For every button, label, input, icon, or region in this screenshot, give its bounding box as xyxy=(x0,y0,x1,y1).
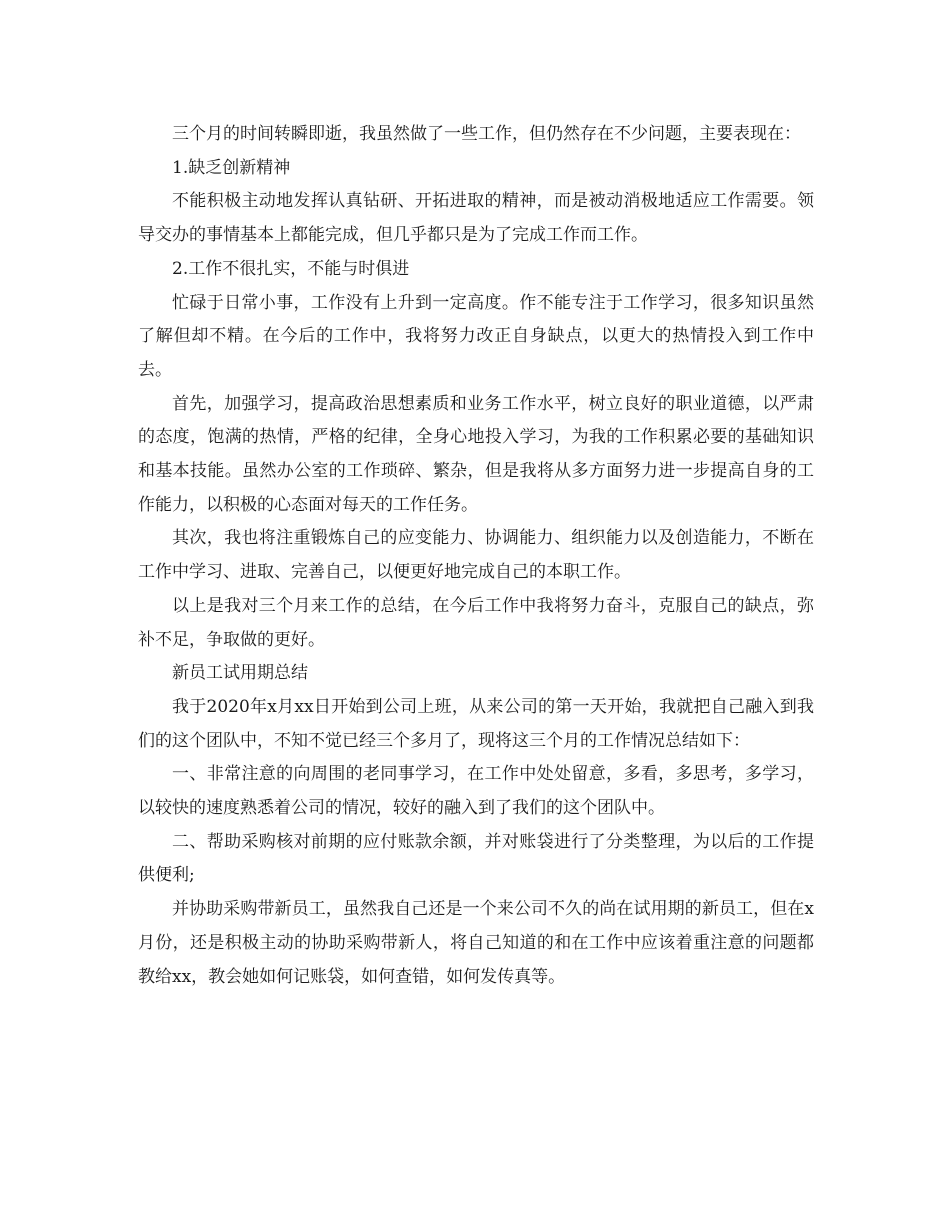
paragraph-conclusion: 以上是我对三个月来工作的总结，在今后工作中我将努力奋斗，克服自己的缺点，弥补不足，争取做的更好。 xyxy=(138,595,814,650)
heading-lack-innovation: 1.缺乏创新精神 xyxy=(172,157,291,178)
paragraph-intro: 三个月的时间转瞬即逝，我虽然做了一些工作，但仍然存在不少问题，主要表现在： xyxy=(172,124,801,144)
paragraph-daily-work: 忙碌于日常小事，工作没有上升到一定高度。作不能专注于工作学习，很多知识虽然了解但却不精。在今后的工作中，我将努力改正自身缺点，以更大的热情投入到工作中去。 xyxy=(138,292,814,380)
paragraph-first: 首先，加强学习，提高政治思想素质和业务工作水平，树立良好的职业道德，以严肃的态度，饱满的热情，严格的纪律，全身心地投入学习，为我的工作积累必要的基础知识和基本技能。虽然办公室的工作琐碎、繁杂，但是我将从多方面努力进一步提高自身的工作能力，以积极的心态面对每天的工作任务。 xyxy=(138,393,814,515)
paragraph-second: 其次，我也将注重锻炼自己的应变能力、协调能力、组织能力以及创造能力，不断在工作中学习、进取、完善自己，以便更好地完成自己的本职工作。 xyxy=(138,528,814,583)
paragraph-start-date: 我于2020年x月xx日开始到公司上班，从来公司的第一天开始，我就把自己融入到我们的这个团队中，不知不觉已经三个多月了，现将这三个月的工作情况总结如下： xyxy=(138,696,814,751)
paragraph-mentoring: 并协助采购带新员工，虽然我自己还是一个来公司不久的尚在试用期的新员工，但在x月份，还是积极主动的协助采购带新人，将自己知道的和在工作中应该着重注意的问题都教给xx，教会她如何记账袋，如何查错，如何发传真等。 xyxy=(138,899,814,987)
paragraph-item-two: 二、帮助采购核对前期的应付账款余额，并对账袋进行了分类整理，为以后的工作提供便利; xyxy=(138,831,814,886)
document-body xyxy=(138,118,814,994)
paragraph-innovation: 不能积极主动地发挥认真钻研、开拓进取的精神，而是被动消极地适应工作需要。领导交办的事情基本上都能完成，但几乎都只是为了完成工作而工作。 xyxy=(138,191,814,246)
paragraph-item-one: 一、非常注意的向周围的老同事学习，在工作中处处留意，多看，多思考，多学习，以较快的速度熟悉着公司的情况，较好的融入到了我们的这个团队中。 xyxy=(138,764,814,819)
section-title-probation: 新员工试用期总结 xyxy=(172,663,308,684)
heading-not-solid: 2.工作不很扎实，不能与时俱进 xyxy=(172,258,410,279)
